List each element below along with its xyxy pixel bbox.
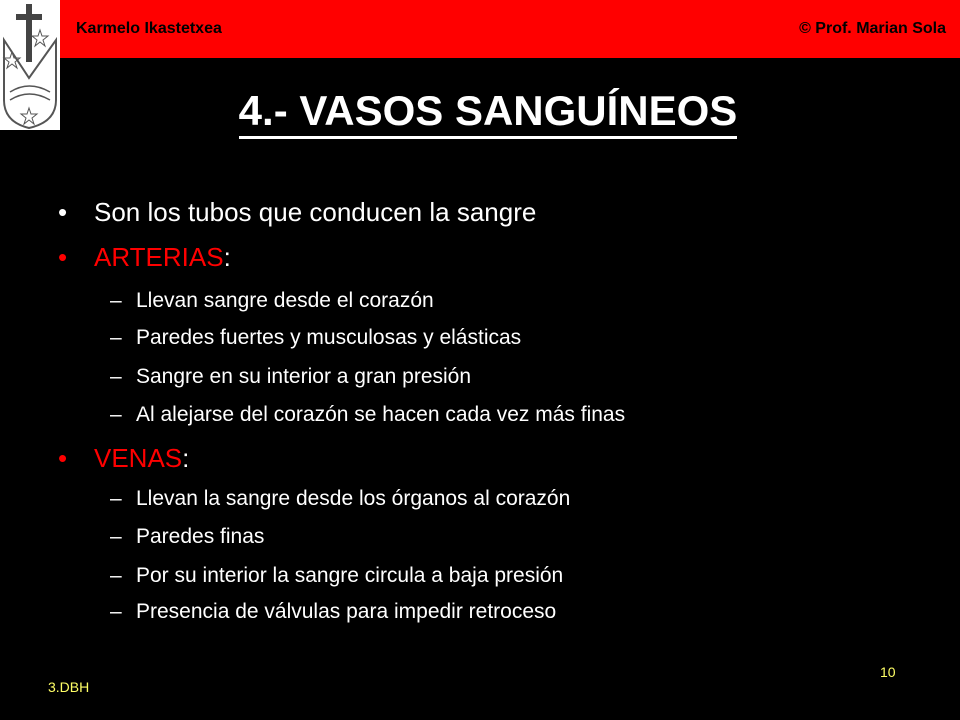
footer-course: 3.DBH — [48, 679, 90, 695]
bullet-icon: • — [58, 197, 68, 227]
venas-item-1 — [110, 488, 570, 509]
slide-title-text: 4.- VASOS SANGUÍNEOS — [239, 90, 738, 139]
arterias-item-text: Paredes fuertes y musculosas y elásticas — [136, 326, 522, 349]
bullet-icon: • — [58, 443, 68, 473]
dash-icon: – — [110, 289, 122, 312]
venas-item-2 — [110, 526, 264, 547]
arterias-item-2 — [110, 327, 521, 348]
dash-icon: – — [110, 525, 122, 548]
footer-page-number: 10 — [880, 664, 896, 680]
dash-icon: – — [110, 564, 122, 587]
arterias-item-text: Llevan sangre desde el corazón — [136, 289, 434, 312]
intro-text: Son los tubos que conducen la sangre — [94, 197, 537, 227]
venas-item-text: Por su interior la sangre circula a baja presión — [136, 564, 564, 587]
bullet-icon: • — [58, 242, 68, 272]
arterias-item-1 — [110, 290, 434, 311]
bullet-intro — [58, 199, 536, 225]
header-author: © Prof. Marian Sola — [799, 20, 946, 37]
venas-item-3 — [110, 565, 563, 586]
venas-item-text: Llevan la sangre desde los órganos al corazón — [136, 487, 571, 510]
dash-icon: – — [110, 487, 122, 510]
section-label-venas: VENAS — [94, 443, 183, 473]
arterias-item-text: Al alejarse del corazón se hacen cada vez más finas — [136, 403, 626, 426]
venas-item-text: Presencia de válvulas para impedir retroceso — [136, 600, 557, 623]
bullet-venas: • VENAS: — [58, 443, 190, 473]
dash-icon: – — [110, 600, 122, 623]
dash-icon: – — [110, 403, 122, 426]
arterias-item-4 — [110, 404, 625, 425]
header-school-name: Karmelo Ikastetxea — [76, 20, 222, 37]
dash-icon: – — [110, 365, 122, 388]
section-label-arterias: ARTERIAS — [94, 242, 224, 272]
arterias-item-text: Sangre en su interior a gran presión — [136, 365, 472, 388]
arterias-item-3 — [110, 366, 471, 387]
venas-item-4 — [110, 601, 556, 622]
bullet-arterias: • ARTERIAS: — [58, 242, 231, 272]
venas-item-text: Paredes finas — [136, 525, 265, 548]
dash-icon: – — [110, 326, 122, 349]
